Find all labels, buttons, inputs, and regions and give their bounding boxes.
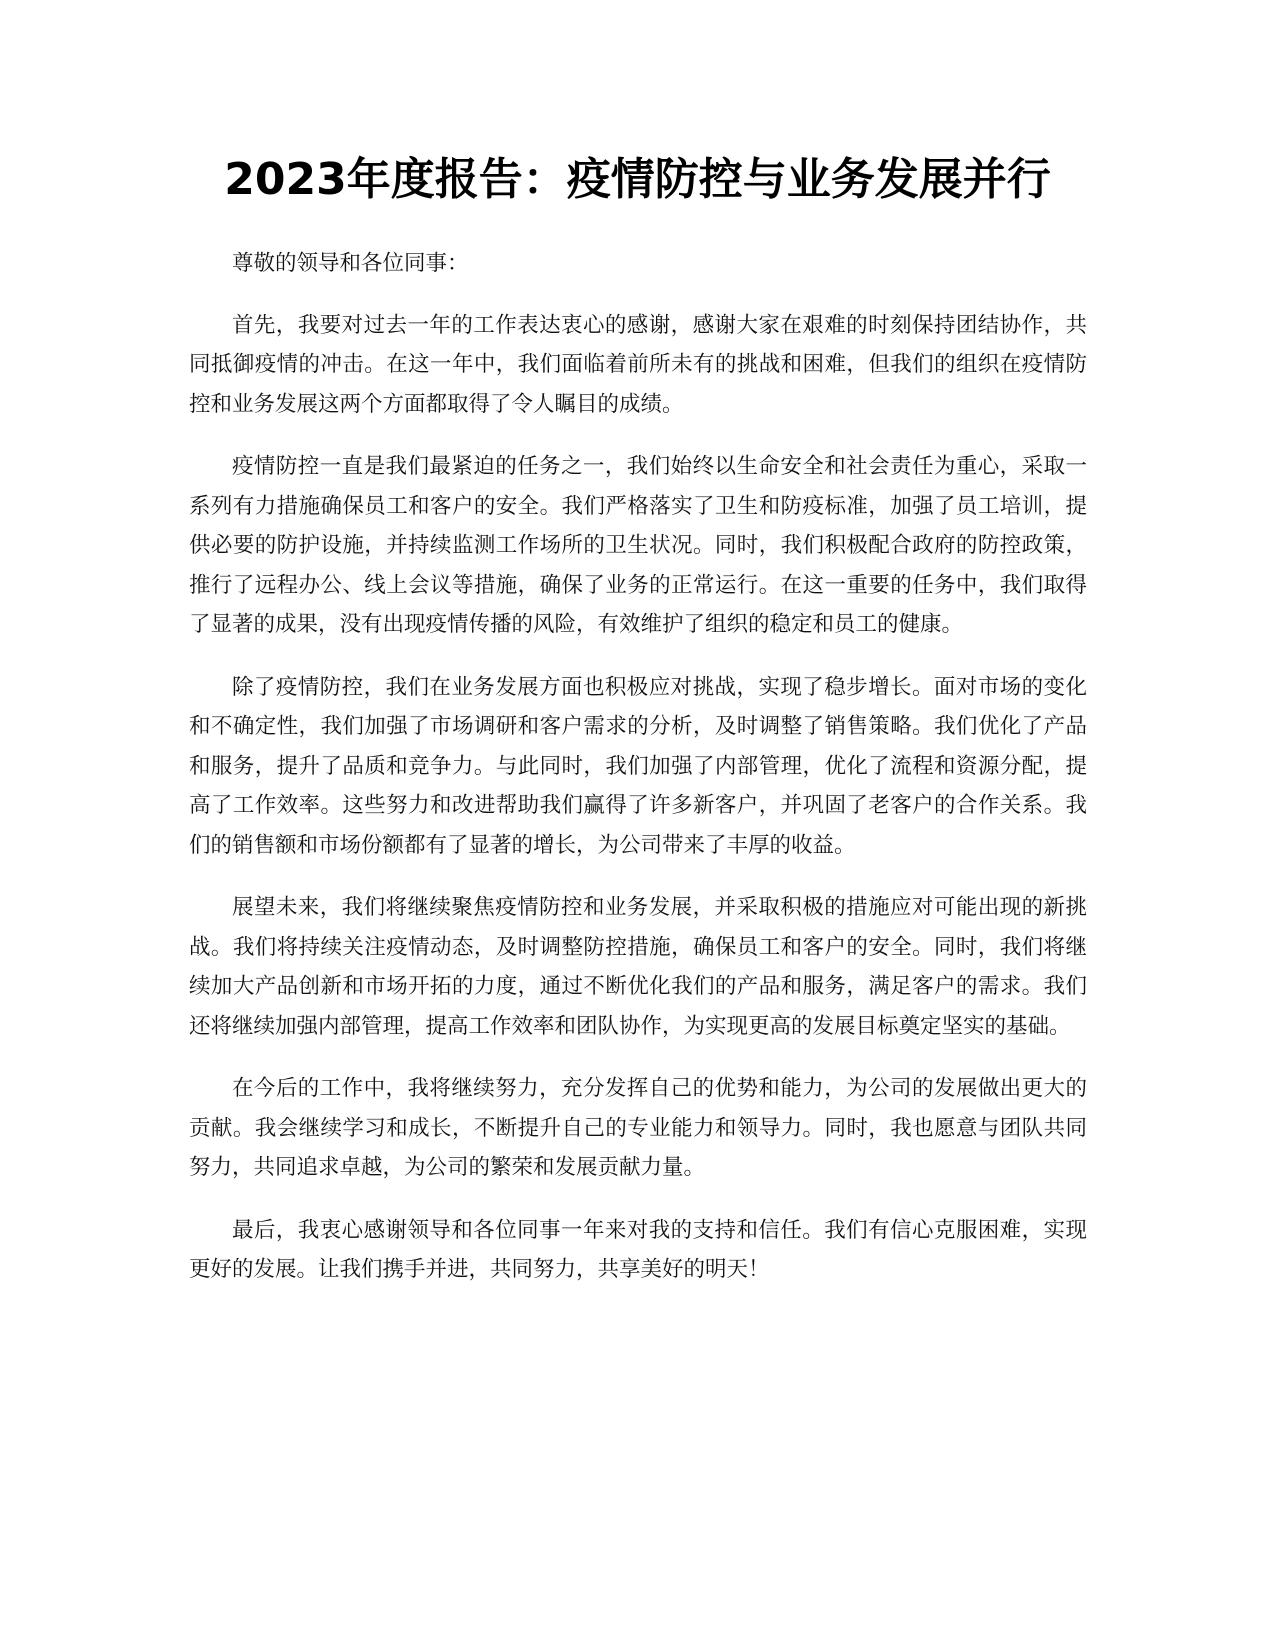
paragraph-business-development: 除了疫情防控，我们在业务发展方面也积极应对挑战，实现了稳步增长。面对市场的变化和不确定性，我们加强了市场调研和客户需求的分析，及时调整了销售策略。我们优化了产品和服务，提升了品质和竞争力。与此同时，我们加强了内部管理，优化了流程和资源分配，提高了工作效率。这些努力和改进帮助我们赢得了许多新客户，并巩固了老客户的合作关系。我们的销售额和市场份额都有了显著的增长，为公司带来了丰厚的收益。 — [189, 674, 1087, 858]
document-body — [189, 244, 1087, 1313]
paragraph-outlook: 展望未来，我们将继续聚焦疫情防控和业务发展，并采取积极的措施应对可能出现的新挑战。我们将持续关注疫情动态，及时调整防控措施，确保员工和客户的安全。同时，我们将继续加大产品创新和市场开拓的力度，通过不断优化我们的产品和服务，满足客户的需求。我们还将继续加强内部管理，提高工作效率和团队协作，为实现更高的发展目标奠定坚实的基础。 — [189, 895, 1087, 1039]
paragraph-closing: 最后，我衷心感谢领导和各位同事一年来对我的支持和信任。我们有信心克服困难，实现更好的发展。让我们携手并进，共同努力，共享美好的明天！ — [189, 1217, 1087, 1282]
document-title: 2023年度报告：疫情防控与业务发展并行 — [224, 154, 1051, 205]
paragraph-personal-commitment: 在今后的工作中，我将继续努力，充分发挥自己的优势和能力，为公司的发展做出更大的贡献。我会继续学习和成长，不断提升自己的专业能力和领导力。同时，我也愿意与团队共同努力，共同追求卓越，为公司的繁荣和发展贡献力量。 — [189, 1076, 1087, 1180]
paragraph-thanks: 首先，我要对过去一年的工作表达衷心的感谢，感谢大家在艰难的时刻保持团结协作，共同抵御疫情的冲击。在这一年中，我们面临着前所未有的挑战和困难，但我们的组织在疫情防控和业务发展这两个方面都取得了令人瞩目的成绩。 — [189, 312, 1087, 417]
salutation: 尊敬的领导和各位同事： — [232, 251, 469, 276]
paragraph-epidemic-control: 疫情防控一直是我们最紧迫的任务之一，我们始终以生命安全和社会责任为重心，采取一系列有力措施确保员工和客户的安全。我们严格落实了卫生和防疫标准，加强了员工培训，提供必要的防护设施，并持续监测工作场所的卫生状况。同时，我们积极配合政府的防控政策，推行了远程办公、线上会议等措施，确保了业务的正常运行。在这一重要的任务中，我们取得了显著的成果，没有出现疫情传播的风险，有效维护了组织的稳定和员工的健康。 — [189, 454, 1087, 637]
